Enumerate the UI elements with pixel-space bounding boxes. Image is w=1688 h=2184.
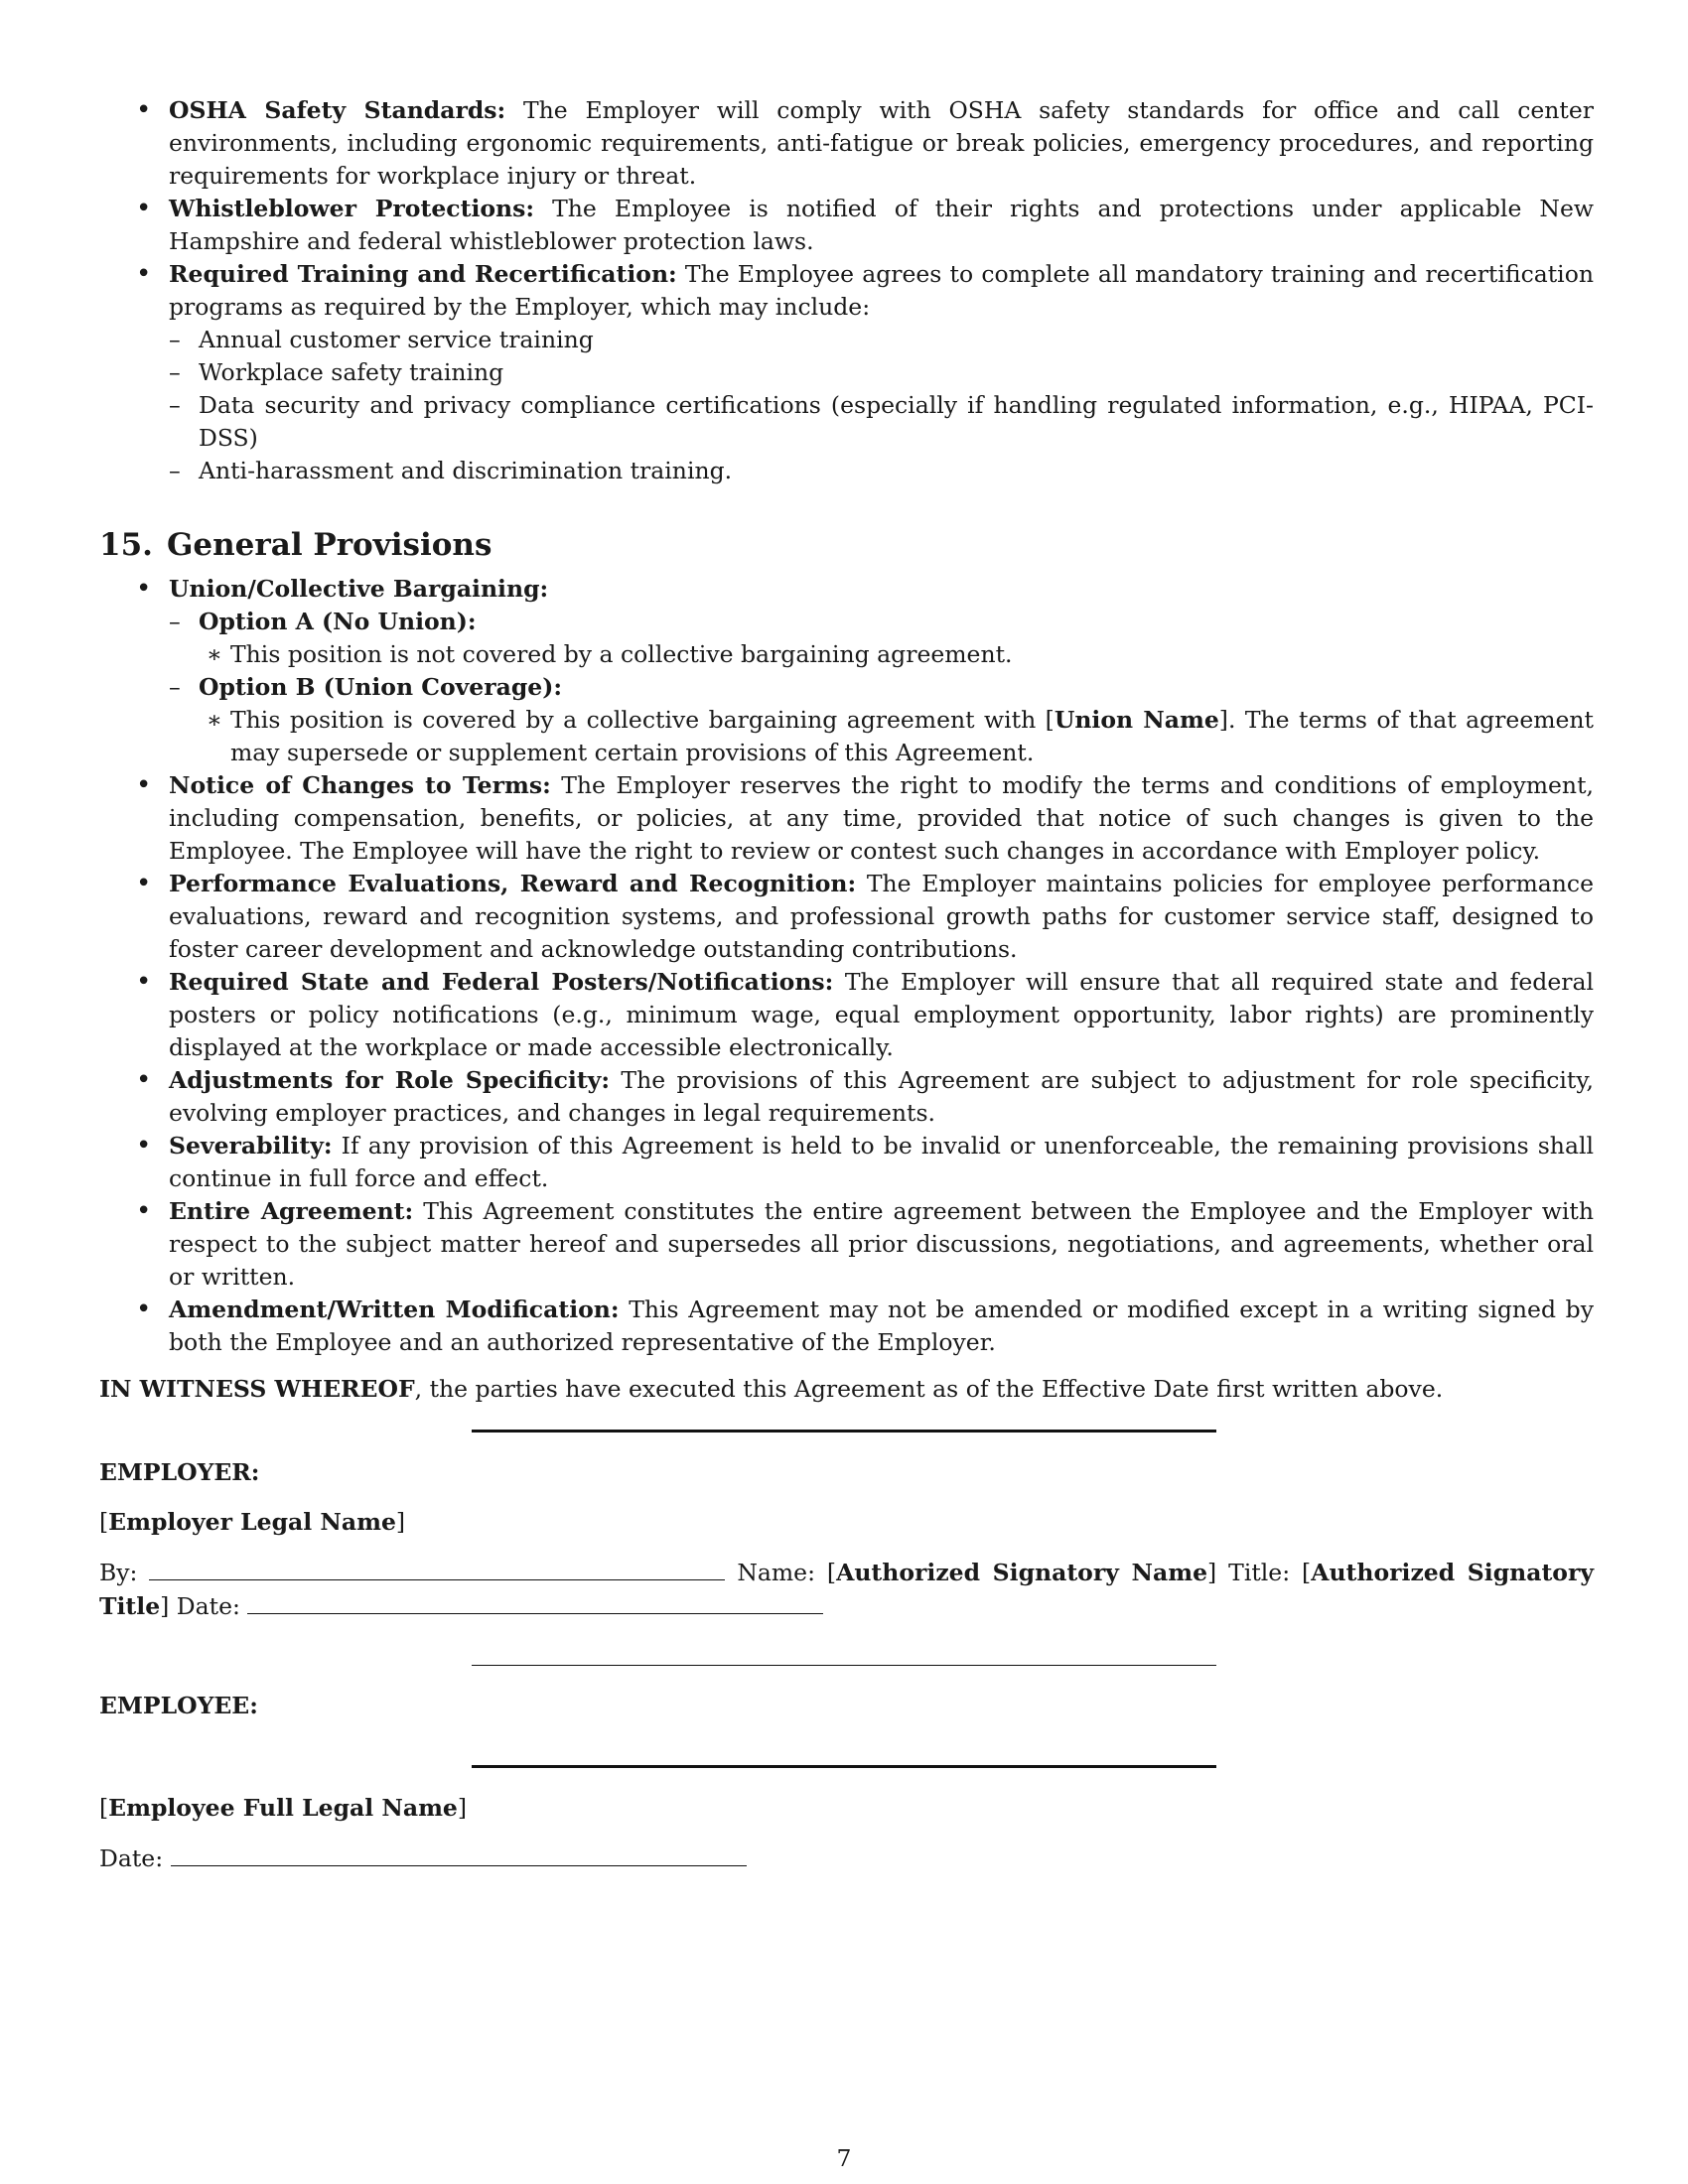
sublist-item (169, 671, 1594, 769)
section-title: General Provisions (166, 527, 492, 563)
employer-legal-name-placeholder: Employer Legal Name (108, 1508, 396, 1536)
option-a-text: ∗ This position is not covered by a collective bargaining agreement. (199, 638, 1594, 671)
item-text: The provisions of this Agreement are subject to adjustment for role specificity, evolving employer practices, and changes in legal requirements. (169, 1066, 1594, 1127)
employer-label: EMPLOYER: (99, 1458, 260, 1486)
item-title: Required Training and Recertification: (169, 260, 677, 288)
item-text: The Employer will comply with OSHA safety standards for office and call center environments, including ergonomic requirements, anti-fatigue or break policies, emergency procedures, and reporting requirements for workplace injury or threat. (169, 96, 1594, 190)
item-text: The Employer reserves the right to modify the terms and conditions of employment, including compensation, benefits, or policies, at any time, provided that notice of such changes is given to the Employee. The Employee will have the right to review or contest such changes in accordance with Employer policy. (169, 771, 1594, 865)
item-text: The Employee agrees to complete all mandatory training and recertification programs as required by the Employer, which may include: (169, 260, 1594, 321)
sublist-item: – Workplace safety training (169, 356, 1594, 389)
item-text: This Agreement may not be amended or modified except in a writing signed by both the Employee and an authorized representative of the Employer. (169, 1296, 1594, 1356)
sublist-item: – Data security and privacy compliance certifications (especially if handling regulated information, e.g., HIPAA, PCI-DSS) (169, 389, 1594, 455)
option-b-title: Option B (Union Coverage): (199, 673, 563, 701)
employer-signature-block: By: Name: [Authorized Signatory Name] Title: [Authorized Signatory Title] Date: (99, 1556, 1594, 1623)
option-b-text (199, 704, 1594, 769)
list-item (99, 1130, 1594, 1195)
item-text: The Employer will ensure that all required state and federal posters or policy notifications (e.g., minimum wage, equal employment opportunity, labor rights) are prominently displayed at the workplace or made accessible electronically. (169, 968, 1594, 1061)
employer-signature-line[interactable] (472, 1430, 1216, 1433)
section-heading (99, 525, 1594, 565)
training-sublist (169, 324, 1594, 487)
employee-divider-line (472, 1665, 1216, 1666)
item-title: Severability: (169, 1132, 333, 1160)
sublist-item (169, 606, 1594, 671)
employee-full-name: [Employee Full Legal Name] (99, 1794, 468, 1822)
by-label: By: (99, 1559, 138, 1586)
option-b-text-before: This position is covered by a collective bargaining agreement with [ (230, 706, 1055, 734)
employer-date-blank[interactable] (247, 1589, 823, 1614)
title-label: Title: (1228, 1559, 1291, 1586)
list-item (99, 769, 1594, 868)
section-number: 15. (99, 527, 153, 563)
employer-date-label: Date: (176, 1592, 240, 1620)
general-provisions-list (99, 573, 1594, 1359)
list-item (99, 1064, 1594, 1130)
list-item (99, 193, 1594, 258)
item-title: Entire Agreement: (169, 1197, 414, 1225)
signatory-title-placeholder: Authorized Signatory Title (99, 1559, 1595, 1620)
employee-date-label: Date: (99, 1844, 164, 1872)
list-item (99, 94, 1594, 193)
signatory-name-placeholder: Authorized Signatory Name (836, 1559, 1208, 1586)
top-bullet-list (99, 94, 1594, 487)
employee-label: EMPLOYEE: (99, 1692, 258, 1719)
list-item (99, 868, 1594, 966)
list-item (99, 966, 1594, 1064)
item-title: Notice of Changes to Terms: (169, 771, 551, 799)
sublist-item: – Anti-harassment and discrimination training. (169, 455, 1594, 487)
option-b-text-after: ]. The terms of that agreement may supersede or supplement certain provisions of this Agreement. (230, 706, 1594, 766)
union-name-placeholder: Union Name (1054, 706, 1219, 734)
item-text: If any provision of this Agreement is held to be invalid or unenforceable, the remaining provisions shall continue in full force and effect. (169, 1132, 1594, 1192)
sublist-item: – Annual customer service training (169, 324, 1594, 356)
employee-full-name-placeholder: Employee Full Legal Name (108, 1794, 458, 1822)
option-a-list (199, 638, 1594, 671)
employee-date-row (99, 1842, 1594, 1875)
item-text: The Employee is notified of their rights and protections under applicable New Hampshire and federal whistleblower protection laws. (169, 195, 1595, 255)
witness-bold: IN WITNESS WHEREOF (99, 1375, 415, 1403)
item-title: Whistleblower Protections: (169, 195, 535, 222)
item-title: Adjustments for Role Specificity: (169, 1066, 610, 1094)
item-title: Amendment/Written Modification: (169, 1296, 620, 1323)
by-signature-blank[interactable] (149, 1556, 725, 1580)
employer-legal-name: [Employer Legal Name] (99, 1508, 406, 1536)
list-item (99, 258, 1594, 487)
witness-text: , the parties have executed this Agreement as of the Effective Date first written above. (414, 1375, 1444, 1403)
list-item (99, 1195, 1594, 1294)
employee-signature-line[interactable] (472, 1765, 1216, 1768)
item-title: Union/Collective Bargaining: (169, 575, 549, 603)
document-page (99, 94, 1594, 1875)
item-text: This Agreement constitutes the entire agreement between the Employee and the Employer with respect to the subject matter hereof and supersedes all prior discussions, negotiations, and agreements, whether oral or written. (169, 1197, 1594, 1291)
item-title: Required State and Federal Posters/Notifications: (169, 968, 834, 996)
option-a-title: Option A (No Union): (199, 608, 477, 635)
page-number: 7 (836, 2144, 852, 2172)
item-title: Performance Evaluations, Reward and Recognition: (169, 870, 857, 897)
item-title: OSHA Safety Standards: (169, 96, 506, 124)
item-text: The Employer maintains policies for employee performance evaluations, reward and recognition systems, and professional growth paths for customer service staff, designed to foster career development and acknowledge outstanding contributions. (169, 870, 1595, 963)
option-b-list (199, 704, 1594, 769)
list-item (99, 573, 1594, 769)
witness-clause (99, 1373, 1594, 1406)
employee-date-blank[interactable] (171, 1842, 747, 1866)
name-label: Name: (737, 1559, 815, 1586)
list-item (99, 1294, 1594, 1359)
union-options-list (169, 606, 1594, 769)
